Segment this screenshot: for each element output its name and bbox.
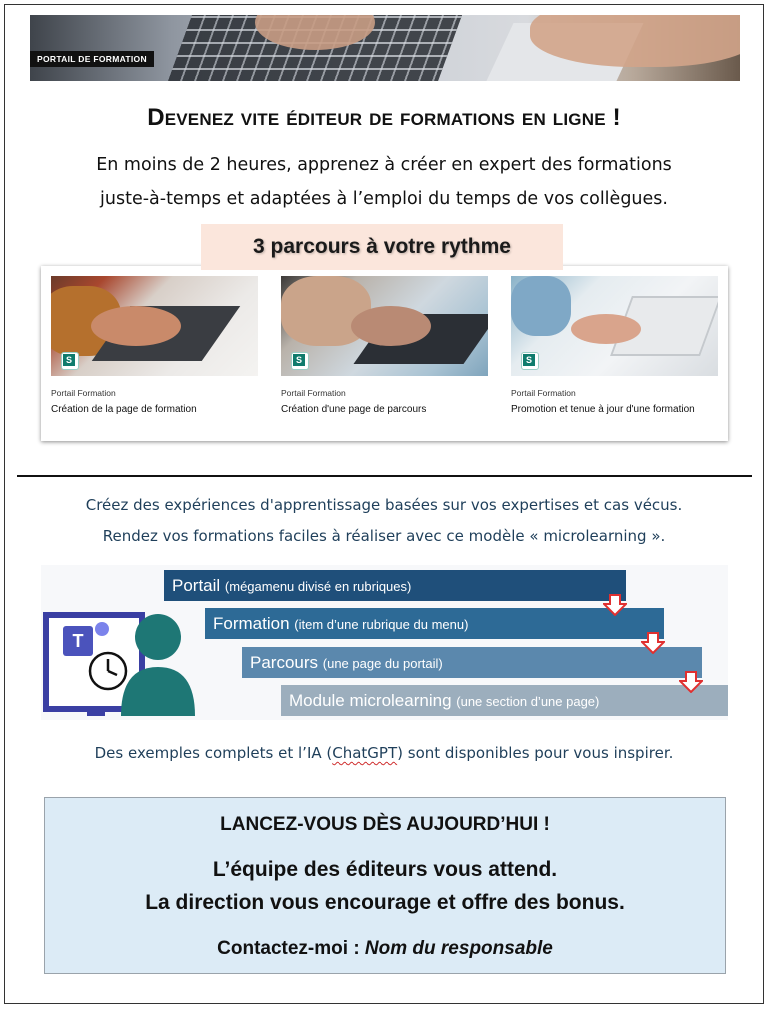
level-bar-formation (205, 608, 664, 639)
person-icon (117, 611, 199, 716)
card-site-label: Portail Formation (281, 388, 346, 398)
down-arrow-icon (641, 632, 665, 654)
page-title-text: Devenez vite éditeur de formations en ligne ! (147, 104, 621, 131)
banner-tag: PORTAIL DE FORMATION (30, 51, 154, 67)
level-label: Formation (213, 614, 290, 633)
card-title: Promotion et tenue à jour d'une formation (511, 404, 695, 415)
chatgpt-word: ChatGPT (332, 744, 398, 762)
cta-heading: LANCEZ-VOUS DÈS AUJOURD’HUI ! (220, 814, 550, 835)
course-card-1[interactable] (51, 276, 258, 416)
level-detail: (une page du portail) (322, 656, 443, 671)
cta-contact (45, 938, 725, 960)
level-label: Parcours (250, 653, 319, 672)
monitor-stand (87, 706, 105, 716)
sharepoint-icon (61, 352, 79, 370)
teams-dot (95, 622, 109, 636)
card-image (51, 276, 258, 376)
level-bar-portail (164, 570, 626, 601)
card-title: Création d'une page de parcours (281, 404, 427, 415)
level-detail: (une section d’une page) (456, 694, 600, 709)
level-label: Module microlearning (289, 691, 452, 710)
card-image (281, 276, 488, 376)
course-cards-panel (41, 266, 728, 441)
cta-line-2: La direction vous encourage et offre des bonus. (145, 891, 625, 914)
contact-label: Contactez-moi : (217, 938, 360, 959)
sharepoint-icon (521, 352, 539, 370)
body-line-2: Rendez vos formations faciles à réaliser avec ce modèle « microlearning ». (102, 527, 666, 545)
rythme-label: 3 parcours à votre rythme (201, 224, 563, 270)
level-bar-module (281, 685, 728, 716)
level-bar-parcours (242, 647, 702, 678)
card-site-label: Portail Formation (51, 388, 116, 398)
course-card-3[interactable] (511, 276, 718, 416)
microlearning-diagram (41, 565, 728, 720)
course-card-2[interactable] (281, 276, 488, 416)
card-title: Création de la page de formation (51, 404, 197, 415)
card-image (511, 276, 718, 376)
call-to-action-box (44, 797, 726, 974)
contact-name[interactable]: Nom du responsable (364, 938, 553, 959)
body-line-1: Créez des expériences d'apprentissage basées sur vos expertises et cas vécus. (85, 496, 683, 514)
section-divider (17, 475, 752, 477)
level-detail: (mégamenu divisé en rubriques) (224, 579, 412, 594)
intro-text (0, 148, 768, 216)
examples-text (0, 744, 768, 762)
hero-banner-image (30, 15, 740, 81)
examples-before: Des exemples complets et l’IA ( (94, 744, 333, 762)
page-title (0, 104, 768, 132)
down-arrow-icon (679, 671, 703, 693)
examples-after: ) sont disponibles pour vous inspirer. (397, 744, 674, 762)
down-arrow-icon (603, 594, 627, 616)
cta-line-1: L’équipe des éditeurs vous attend. (212, 858, 558, 881)
intro-line-1: En moins de 2 heures, apprenez à créer en expert des formations (96, 155, 672, 175)
intro-line-2: juste-à-temps et adaptées à l’emploi du temps de vos collègues. (100, 189, 668, 209)
level-detail: (item d’une rubrique du menu) (294, 617, 469, 632)
sharepoint-icon (291, 352, 309, 370)
card-site-label: Portail Formation (511, 388, 576, 398)
level-label: Portail (172, 576, 221, 595)
teams-icon: T (63, 626, 93, 656)
